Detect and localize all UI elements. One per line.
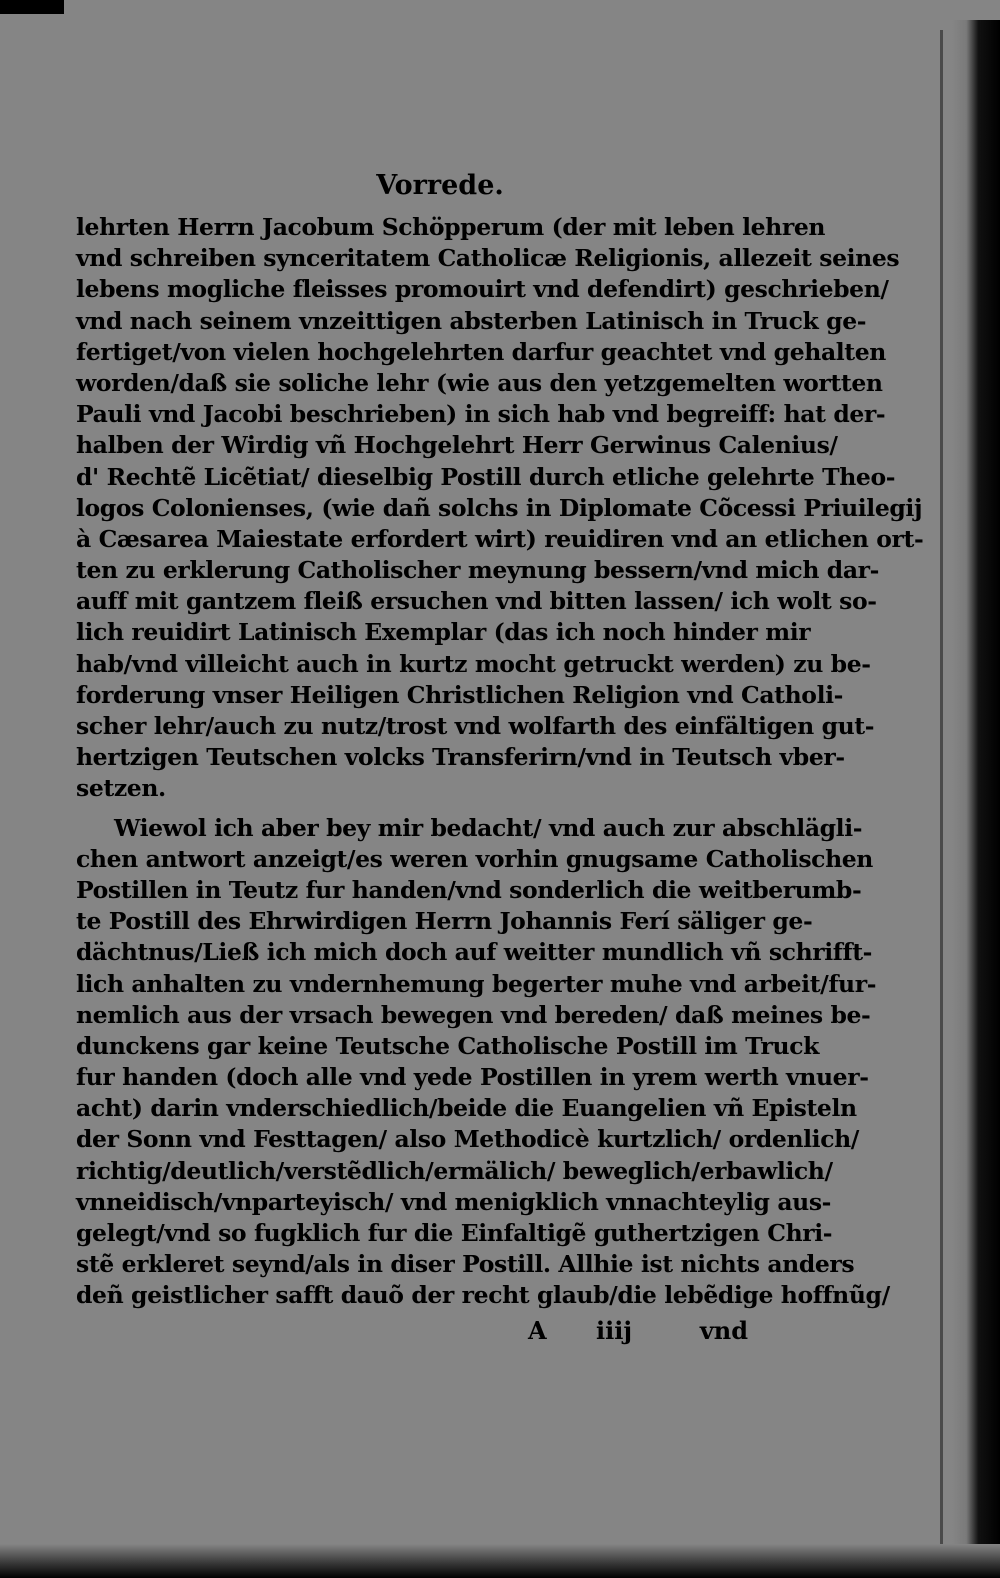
text-line: setzen. [76, 774, 166, 803]
text-line: d' Rechtẽ Licẽtiat/ dieselbig Postill durch etliche gelehrte Theo- [76, 462, 896, 491]
text-line: lich reuidirt Latinisch Exemplar (das ich noch hinder mir [76, 618, 811, 647]
gutter-line [940, 30, 943, 1550]
text-line: fur handen (doch alle vnd yede Postillen in yrem werth vnuer- [76, 1063, 869, 1092]
paragraph-1 [76, 212, 924, 805]
text-line: te Postill des Ehrwirdigen Herrn Johannis Ferí säliger ge- [76, 907, 813, 936]
text-line: à Cæsarea Maiestate erfordert wirt) reuidiren vnd an etlichen ort- [76, 524, 924, 553]
text-line: Postillen in Teutz fur handen/vnd sonderlich die weitberumb- [76, 875, 862, 904]
text-line: stẽ erkleret seynd/als in diser Postill. Allhie ist nichts anders [76, 1250, 855, 1279]
text-line: lehrten Herrn Jacobum Schöpperum (der mit leben lehren [76, 213, 826, 241]
text-line: dunckens gar keine Teutsche Catholische Postill im Truck [76, 1031, 820, 1060]
text-line: Wiewol ich aber bey mir bedacht/ vnd auch zur abschlägli- [114, 813, 863, 842]
signature-number: iiij [596, 1316, 633, 1345]
scan-corner-artifact [0, 0, 64, 14]
text-line: richtig/deutlich/verstẽdlich/ermälich/ beweglich/erbawlich/ [76, 1156, 833, 1185]
paragraph-2 [76, 813, 890, 1312]
text-line: der Sonn vnd Festtagen/ also Methodicè kurtzlich/ ordenlich/ [76, 1125, 859, 1154]
running-header: Vorrede. [376, 170, 504, 201]
text-line: vnd schreiben synceritatem Catholicæ Religionis, allezeit seines [76, 244, 900, 273]
text-line: lebens mogliche fleisses promouirt vnd defendirt) geschrieben/ [76, 275, 889, 304]
text-line: deñ geistlicher safft dauõ der recht glaub/die lebẽdige hoffnũg/ [76, 1281, 890, 1310]
text-line: dächtnus/Ließ ich mich doch auf weitter mundlich vñ schrifft- [76, 938, 873, 967]
body-text [76, 212, 924, 1312]
text-line: fertiget/von vielen hochgelehrten darfur geachtet vnd gehalten [76, 337, 886, 366]
text-line: worden/daß sie soliche lehr (wie aus den yetzgemelten wortten [76, 368, 883, 397]
text-line: halben der Wirdig vñ Hochgelehrt Herr Gerwinus Calenius/ [76, 431, 838, 460]
text-line: auff mit gantzem fleiß ersuchen vnd bitten lassen/ ich wolt so- [76, 587, 877, 616]
text-line: ten zu erklerung Catholischer meynung bessern/vnd mich dar- [76, 556, 879, 585]
text-line: Pauli vnd Jacobi beschrieben) in sich hab vnd begreiff: hat der- [76, 400, 886, 429]
text-line: vnd nach seinem vnzeittigen absterben Latinisch in Truck ge- [76, 306, 867, 335]
text-line: hab/vnd villeicht auch in kurtz mocht getruckt werden) zu be- [76, 649, 871, 678]
text-line: logos Colonienses, (wie dañ solchs in Diplomate Cõcessi Priuilegij [76, 493, 923, 522]
text-line: nemlich aus der vrsach bewegen vnd bereden/ daß meines be- [76, 1000, 871, 1029]
text-line: vnneidisch/vnparteyisch/ vnd menigklich vnnachteylig aus- [76, 1187, 832, 1216]
catchword: vnd [699, 1316, 748, 1345]
text-line: lich anhalten zu vndernhemung begerter muhe vnd arbeit/fur- [76, 969, 877, 998]
page-edge-shadow [952, 20, 1000, 1578]
page-bottom-edge [0, 1544, 1000, 1578]
signature-letter: A [528, 1316, 547, 1345]
text-line: forderung vnser Heiligen Christlichen Religion vnd Catholi- [76, 680, 843, 709]
page-footer [76, 1316, 748, 1350]
text-line: acht) darin vnderschiedlich/beide die Euangelien vñ Episteln [76, 1094, 857, 1123]
text-line: scher lehr/auch zu nutz/trost vnd wolfarth des einfältigen gut- [76, 712, 875, 740]
text-line: hertzigen Teutschen volcks Transferirn/vnd in Teutsch vber- [76, 743, 845, 772]
text-line: gelegt/vnd so fugklich fur die Einfaltigẽ guthertzigen Chri- [76, 1219, 833, 1247]
text-line: chen antwort anzeigt/es weren vorhin gnugsame Catholischen [76, 844, 873, 873]
